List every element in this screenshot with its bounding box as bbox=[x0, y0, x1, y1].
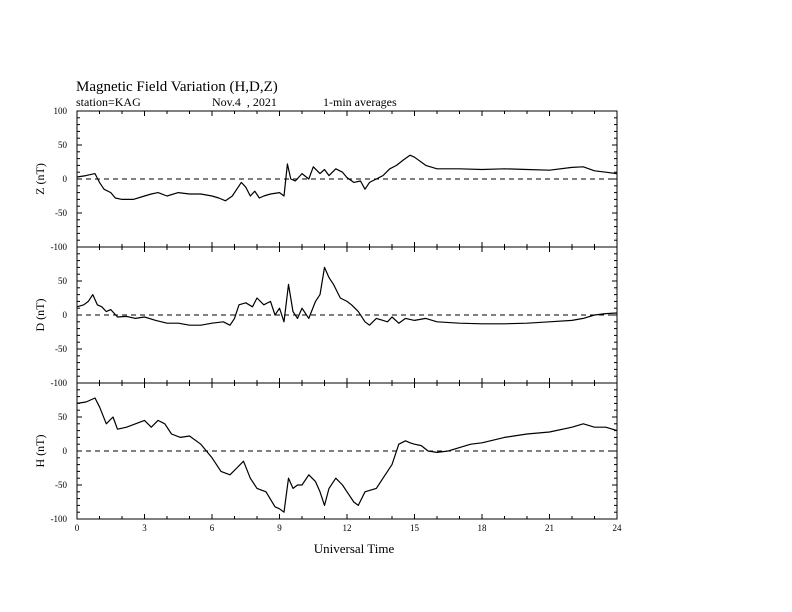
x-tick-label: 21 bbox=[545, 523, 554, 533]
y-axis-label: Z (nT) bbox=[33, 163, 47, 195]
y-tick-label: -50 bbox=[55, 344, 67, 354]
y-tick-label: -50 bbox=[55, 208, 67, 218]
y-tick-label: 50 bbox=[58, 140, 67, 150]
y-tick-label: 0 bbox=[62, 310, 67, 320]
y-tick-label: 100 bbox=[53, 106, 67, 116]
y-tick-label: -100 bbox=[50, 514, 67, 524]
x-tick-label: 0 bbox=[74, 523, 80, 533]
y-tick-label: -100 bbox=[50, 378, 67, 388]
y-tick-label: 0 bbox=[62, 174, 67, 184]
series-line bbox=[77, 398, 617, 512]
date-label: Nov.4 , 2021 bbox=[212, 95, 277, 109]
series-line bbox=[77, 267, 617, 325]
panel-2 bbox=[33, 247, 617, 388]
x-tick-label: 9 bbox=[277, 523, 282, 533]
chart-title: Magnetic Field Variation (H,D,Z) bbox=[76, 79, 278, 95]
y-tick-label: -50 bbox=[55, 480, 67, 490]
x-tick-label: 15 bbox=[410, 523, 419, 533]
panel-3 bbox=[33, 383, 617, 524]
averaging-label: 1-min averages bbox=[323, 95, 397, 109]
x-tick-label: 18 bbox=[477, 523, 487, 533]
x-tick-label: 3 bbox=[142, 523, 147, 533]
panels-group bbox=[33, 106, 622, 533]
station-label: station=KAG bbox=[76, 95, 141, 109]
y-tick-label: -100 bbox=[50, 242, 67, 252]
x-axis-label: Universal Time bbox=[313, 541, 395, 556]
panel-1 bbox=[33, 106, 617, 252]
x-tick-label: 24 bbox=[612, 523, 622, 533]
x-tick-label: 6 bbox=[209, 523, 215, 533]
y-tick-label: 50 bbox=[58, 276, 67, 286]
y-tick-label: 50 bbox=[58, 412, 67, 422]
series-line bbox=[77, 155, 617, 201]
y-axis-label: H (nT) bbox=[33, 434, 47, 468]
y-axis-label: D (nT) bbox=[33, 298, 47, 332]
y-tick-label: 0 bbox=[62, 446, 67, 456]
x-tick-label: 12 bbox=[342, 523, 352, 533]
